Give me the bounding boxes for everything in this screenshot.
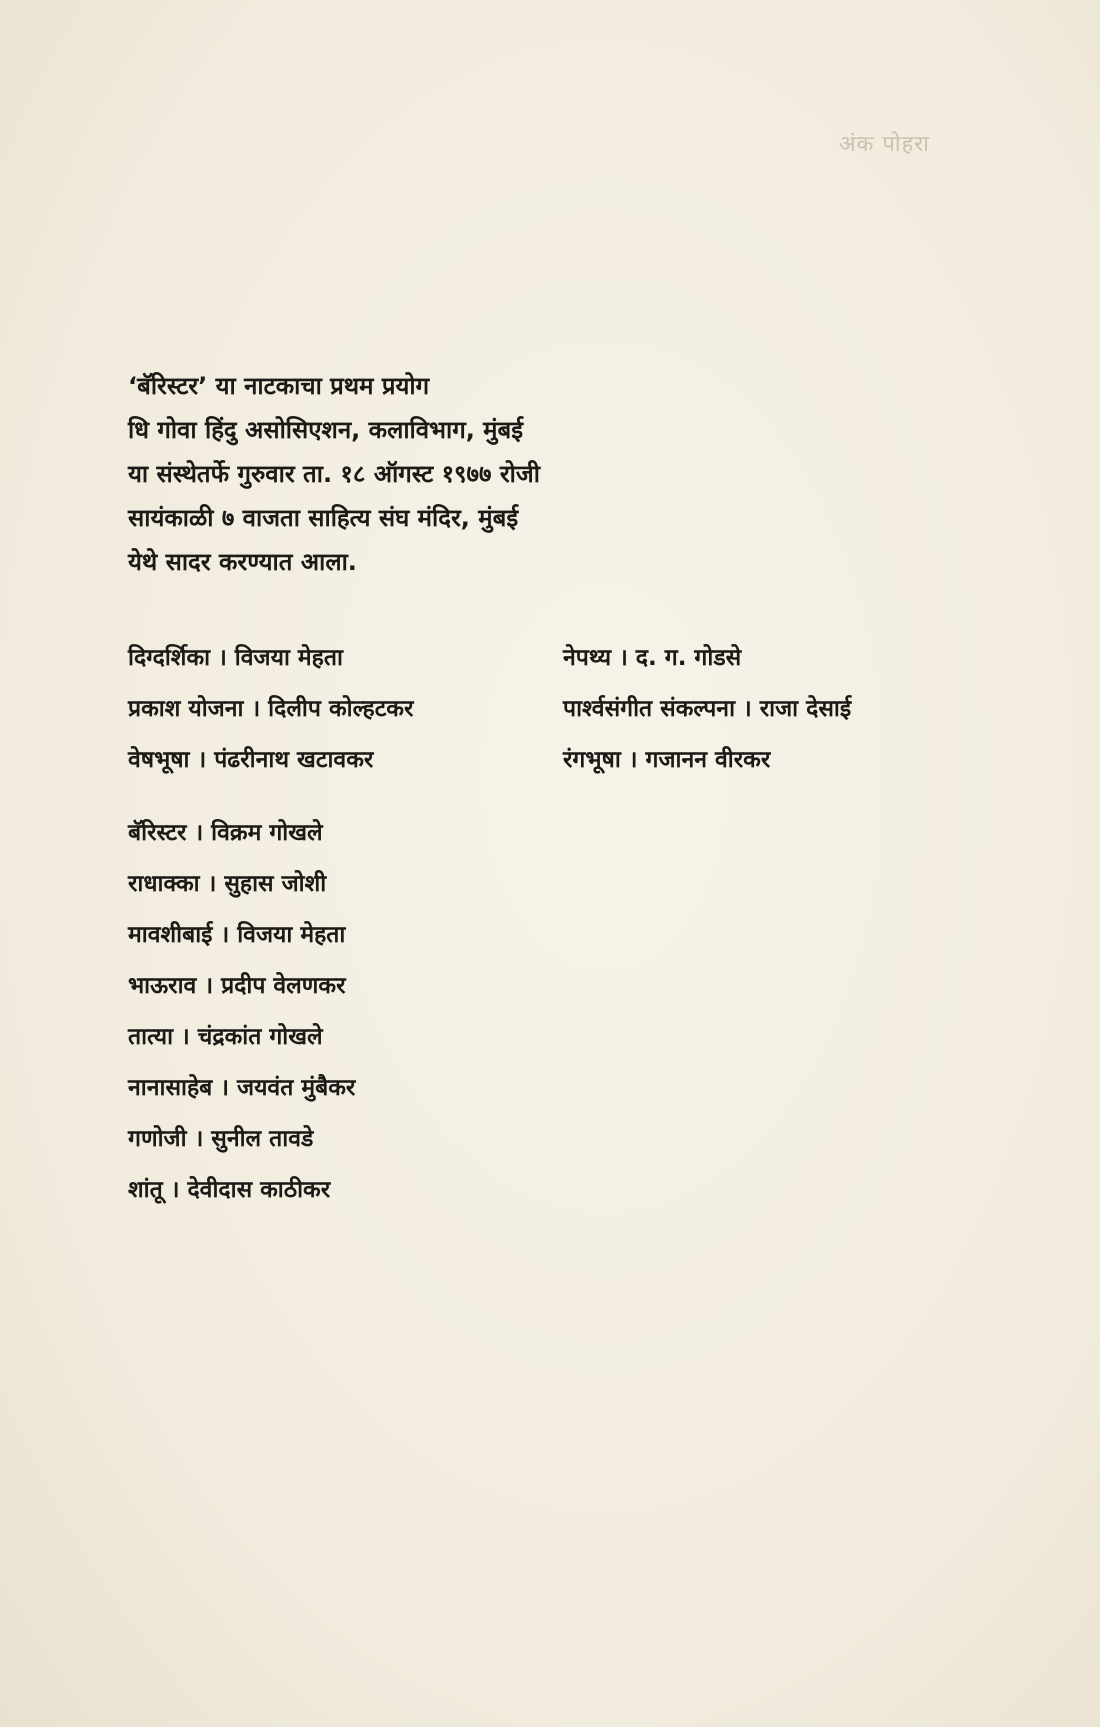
cast-row	[128, 1063, 628, 1114]
cast-role: गणोजी	[128, 1126, 187, 1152]
separator: ।	[251, 695, 261, 722]
intro-line: या संस्थेतर्फे गुरुवार ता. १८ ऑगस्ट १९७७ रोजी	[128, 460, 540, 488]
crew-credits	[128, 630, 948, 783]
cast-actor: विक्रम गोखले	[211, 820, 323, 846]
crew-row	[128, 630, 948, 681]
crew-name: राजा देसाई	[759, 695, 852, 722]
crew-role: रंगभूषा	[563, 746, 621, 773]
separator: ।	[619, 644, 628, 671]
cast-actor: देवीदास काठीकर	[187, 1177, 331, 1203]
separator: ।	[220, 922, 230, 948]
separator: ।	[181, 1024, 190, 1050]
cast-row	[128, 808, 628, 859]
intro-line: येथे सादर करण्यात आला.	[128, 548, 357, 576]
cast-role: तात्या	[128, 1024, 174, 1050]
cast-role: बॅरिस्टर	[128, 820, 187, 846]
crew-name: विजया मेहता	[234, 644, 343, 671]
cast-row	[128, 1012, 628, 1063]
cast-actor: विजया मेहता	[237, 922, 346, 948]
bleed-through-header: अंक पोहरा	[838, 132, 930, 157]
separator: ।	[170, 1177, 180, 1203]
cast-actor: जयवंत मुंबैकर	[237, 1075, 356, 1101]
separator: ।	[194, 820, 204, 846]
cast-role: भाऊराव	[128, 973, 197, 999]
crew-row	[128, 732, 948, 783]
cast-actor: प्रदीप वेलणकर	[221, 973, 346, 999]
crew-credit	[563, 691, 948, 723]
cast-actor: सुनील तावडे	[211, 1126, 314, 1152]
separator: ।	[207, 871, 217, 897]
crew-credit	[563, 640, 948, 672]
crew-name: गजानन वीरकर	[645, 746, 771, 773]
intro-line: ‘बॅरिस्टर’ या नाटकाचा प्रथम प्रयोग	[128, 372, 430, 400]
cast-row	[128, 961, 628, 1012]
crew-role: नेपथ्य	[563, 644, 612, 671]
crew-row	[128, 681, 948, 732]
crew-name: पंढरीनाथ खटावकर	[214, 746, 374, 773]
crew-role: प्रकाश योजना	[128, 695, 244, 722]
separator: ।	[197, 746, 207, 773]
cast-role: शांतू	[128, 1177, 163, 1203]
crew-name: दिलीप कोल्हटकर	[268, 695, 414, 722]
separator: ।	[628, 746, 638, 773]
crew-role: पार्श्वसंगीत संकल्पना	[563, 695, 736, 722]
separator: ।	[204, 973, 214, 999]
cast-list	[128, 808, 628, 1216]
crew-name: द. ग. गोडसे	[635, 644, 742, 671]
crew-credit	[128, 640, 563, 672]
separator: ।	[743, 695, 752, 722]
premiere-note	[128, 364, 748, 584]
cast-role: नानासाहेब	[128, 1075, 213, 1101]
cast-row	[128, 1114, 628, 1165]
crew-role: दिग्दर्शिका	[128, 644, 211, 671]
crew-role: वेषभूषा	[128, 746, 190, 773]
cast-row	[128, 1165, 628, 1216]
intro-line: धि गोवा हिंदु असोसिएशन, कलाविभाग, मुंबई	[128, 416, 524, 444]
cast-row	[128, 859, 628, 910]
crew-credit	[128, 742, 563, 774]
separator: ।	[194, 1126, 204, 1152]
separator: ।	[220, 1075, 230, 1101]
cast-actor: सुहास जोशी	[224, 871, 327, 897]
crew-credit	[128, 691, 563, 723]
cast-row	[128, 910, 628, 961]
intro-line: सायंकाळी ७ वाजता साहित्य संघ मंदिर, मुंबई	[128, 504, 519, 532]
cast-role: राधाक्का	[128, 871, 200, 897]
separator: ।	[218, 644, 227, 671]
cast-actor: चंद्रकांत गोखले	[197, 1024, 323, 1050]
cast-role: मावशीबाई	[128, 922, 213, 948]
crew-credit	[563, 742, 948, 774]
